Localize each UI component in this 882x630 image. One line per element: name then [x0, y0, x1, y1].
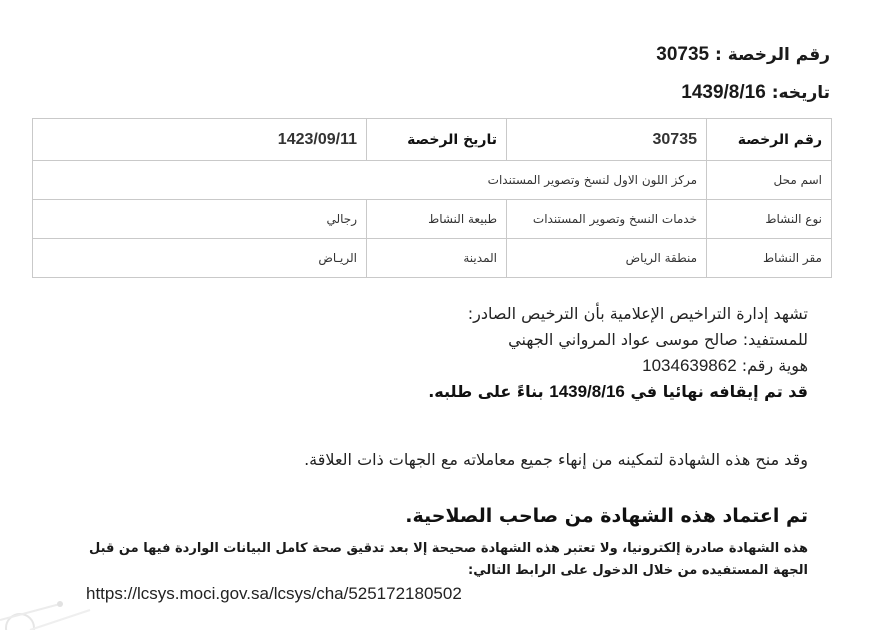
table-cell-license-date-label: تاريخ الرخصة — [367, 119, 507, 161]
license-date-header — [681, 82, 830, 104]
table-cell-activity-hq-label: مقر النشاط — [707, 239, 832, 278]
stopped-date: 1439/8/16 — [549, 382, 625, 401]
license-number-header — [656, 44, 830, 66]
table-cell-activity-type-value: خدمات النسخ وتصوير المستندات — [507, 200, 707, 239]
table-row — [33, 200, 832, 239]
approval-statement: تم اعتماد هذه الشهادة من صاحب الصلاحية. — [405, 505, 808, 527]
table-cell-license-date-value: 1423/09/11 — [33, 119, 367, 161]
table-cell-shop-name-value: مركز اللون الاول لنسخ وتصوير المستندات — [33, 161, 707, 200]
table-cell-shop-name-label: اسم محل — [707, 161, 832, 200]
table-cell-activity-hq-value: منطقة الرياض — [507, 239, 707, 278]
table-row — [33, 161, 832, 200]
certification-intro: تشهد إدارة التراخيص الإعلامية بأن الترخيص الصادر: — [467, 304, 808, 323]
table-row — [33, 239, 832, 278]
verification-link[interactable]: https://lcsys.moci.gov.sa/lcsys/cha/525172180502 — [86, 584, 462, 603]
license-date-label: تاريخه: — [771, 83, 830, 103]
table-cell-license-no-value: 30735 — [507, 119, 707, 161]
license-info-table — [32, 118, 832, 278]
table-cell-activity-nature-label: طبيعة النشاط — [367, 200, 507, 239]
id-number-label: هوية رقم: — [741, 356, 808, 375]
id-number-line — [642, 356, 808, 376]
table-row — [33, 119, 832, 161]
corner-decoration-icon — [0, 590, 120, 630]
stopped-statement — [428, 382, 808, 402]
stopped-suffix: بناءً على طلبه. — [428, 382, 544, 401]
disclaimer-text: هذه الشهادة صادرة إلكترونيا، ولا تعتبر هذه الشهادة صحيحة إلا بعد تدقيق صحة كامل البيانات الواردة فيها من قبل الجهة المستفيده من خلال الدخول على الرابط التالي: — [88, 541, 808, 578]
beneficiary-line: للمستفيد: صالح موسى عواد المرواني الجهني — [508, 330, 808, 349]
grant-note: وقد منح هذه الشهادة لتمكينه من إنهاء جميع معاملاته مع الجهات ذات العلاقة. — [304, 450, 808, 469]
table-cell-activity-nature-value: رجالي — [33, 200, 367, 239]
table-cell-city-label: المدينة — [367, 239, 507, 278]
table-cell-activity-type-label: نوع النشاط — [707, 200, 832, 239]
table-cell-license-no-label: رقم الرخصة — [707, 119, 832, 161]
license-number-value: 30735 — [656, 44, 710, 65]
license-number-label: رقم الرخصة : — [715, 45, 830, 65]
stopped-prefix: قد تم إيقافه نهائيا في — [630, 382, 808, 401]
table-cell-city-value: الريـاض — [33, 239, 367, 278]
id-number-value: 1034639862 — [642, 356, 737, 375]
license-date-value: 1439/8/16 — [681, 82, 766, 103]
